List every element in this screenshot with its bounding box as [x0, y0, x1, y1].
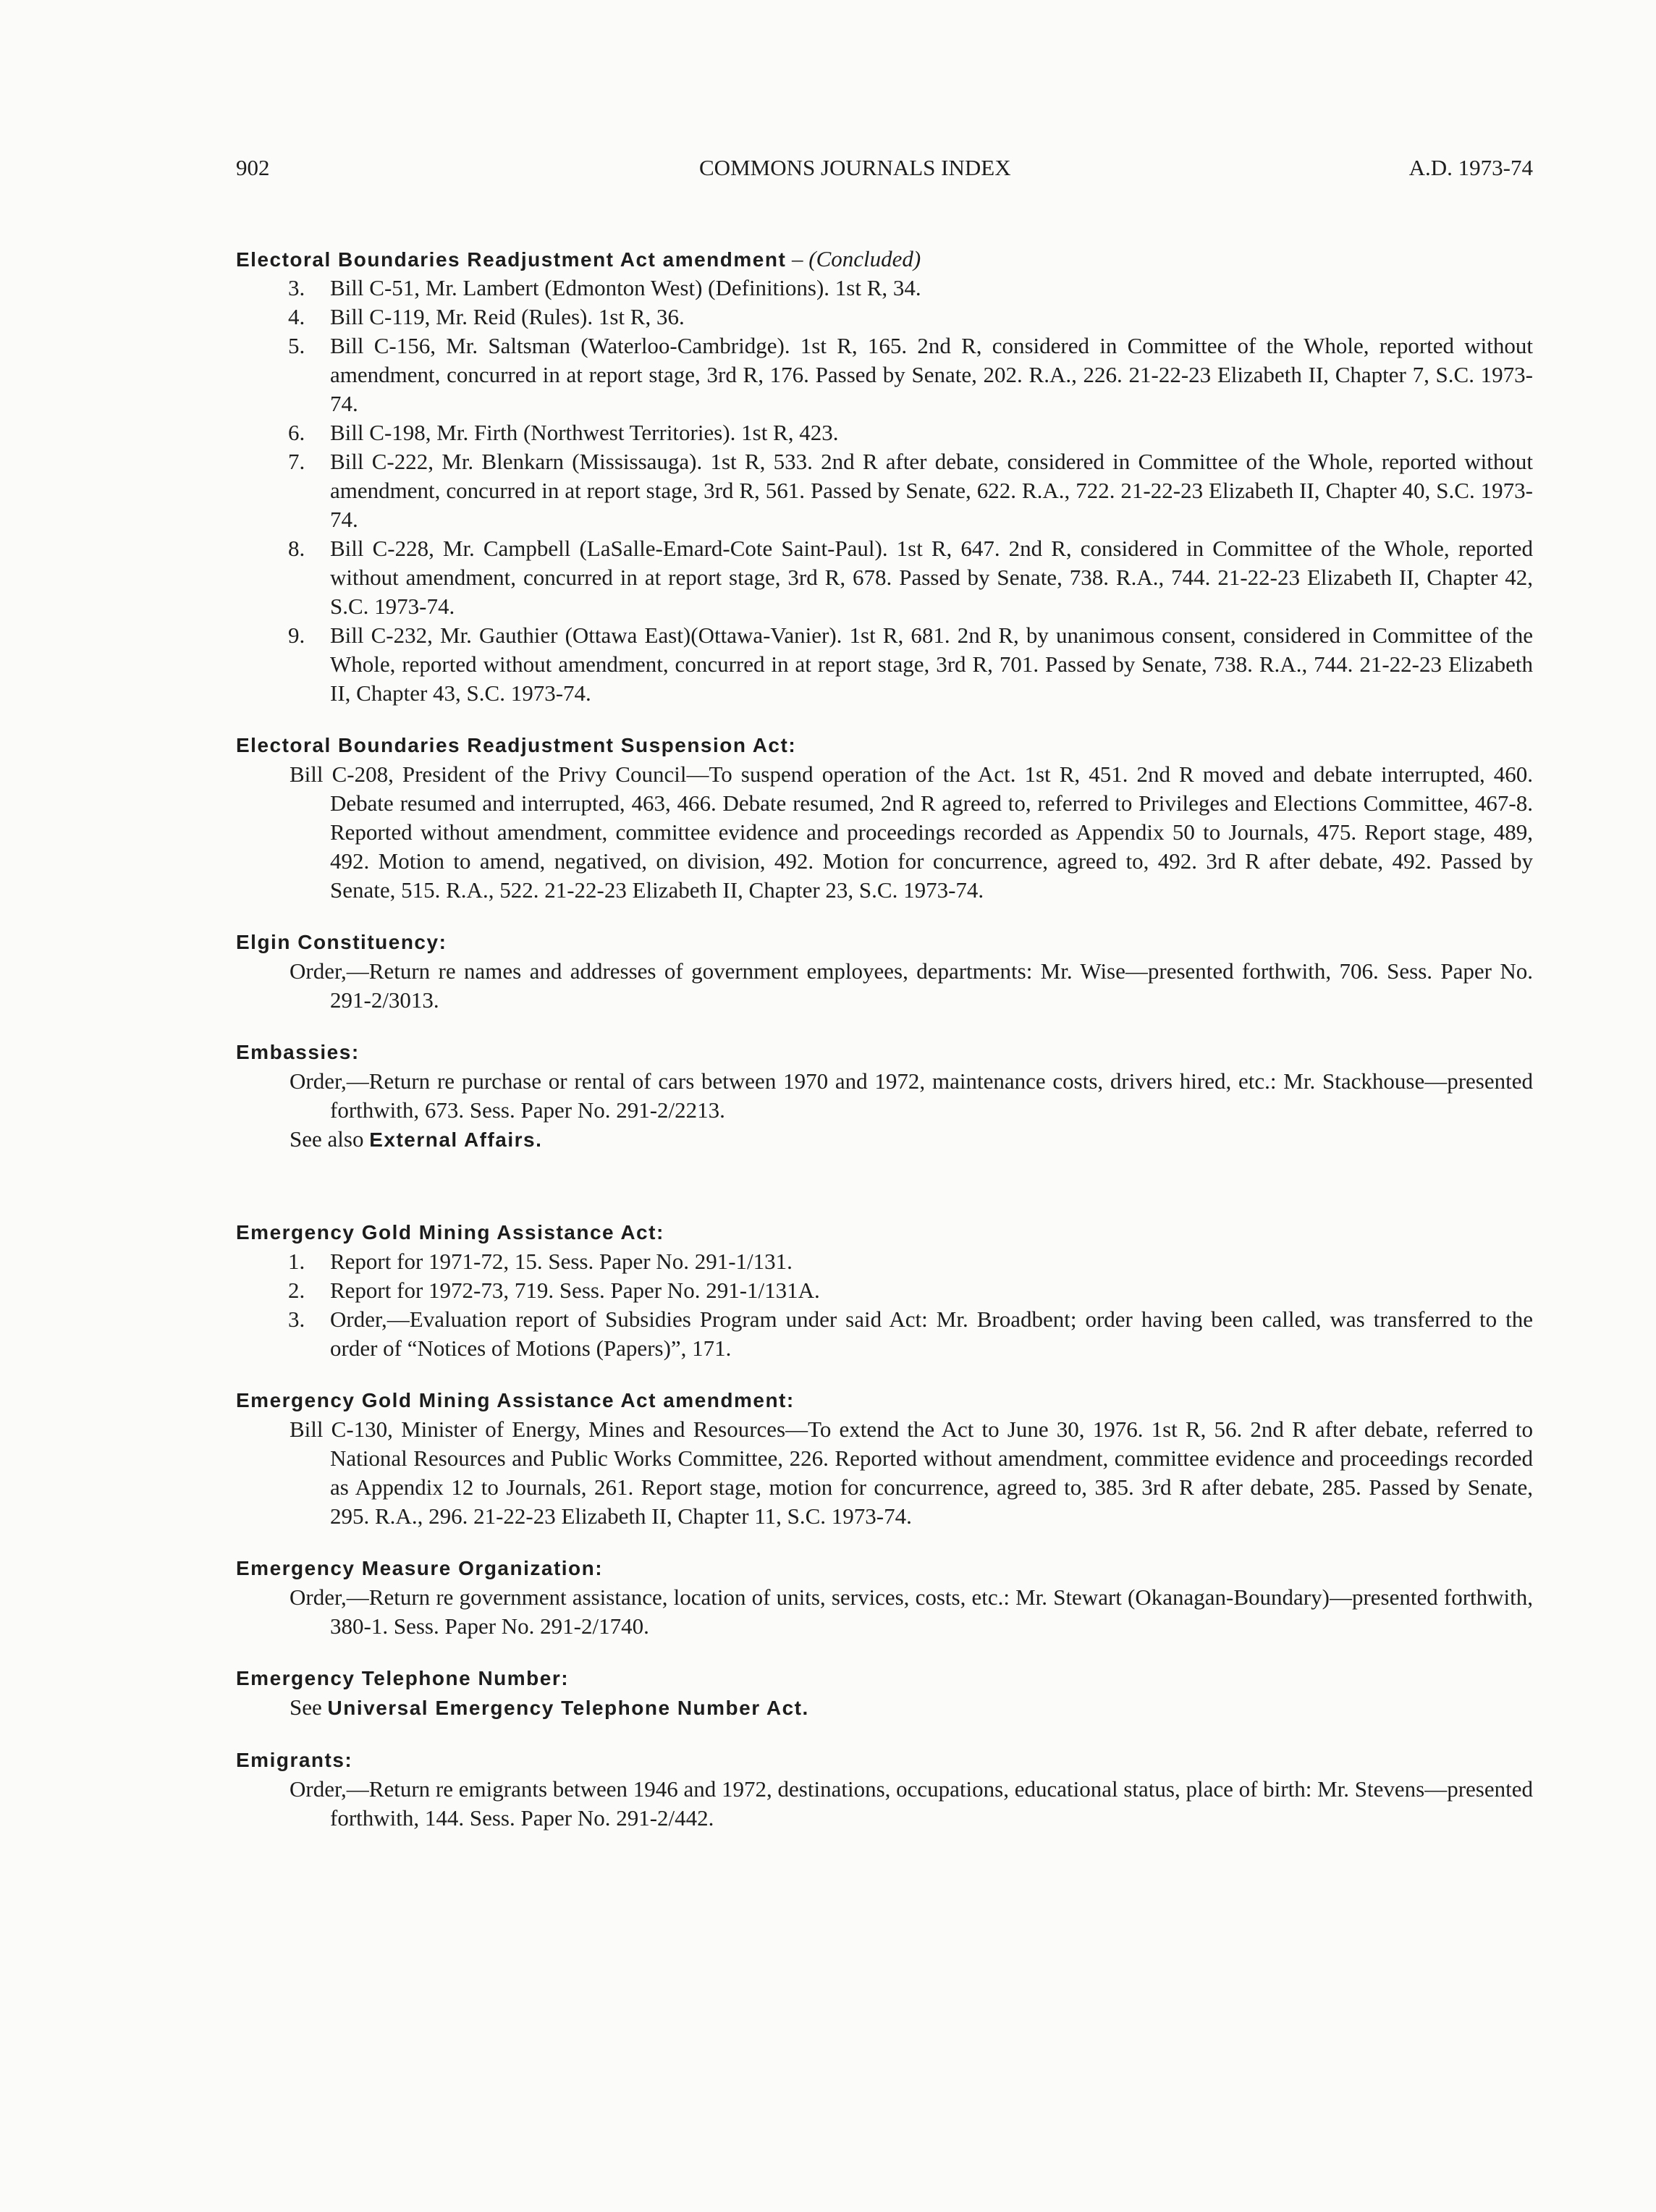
index-entry: [236, 245, 1533, 708]
see-prefix: See also: [290, 1126, 370, 1152]
item-number: 9.: [288, 622, 305, 648]
numbered-item: [236, 303, 1533, 332]
item-text: Bill C-51, Mr. Lambert (Edmonton West) (Definitions). 1st R, 34.: [330, 275, 921, 300]
index-entry: [236, 928, 1533, 1015]
continuation-note: – (Concluded): [786, 246, 921, 271]
see-prefix: See: [290, 1694, 328, 1720]
section-spacer: [236, 1178, 1533, 1218]
entry-text: Order,—Return re purchase or rental of cars between 1970 and 1972, maintenance costs, drivers hired, etc.: Mr. Stackhouse—presented forthwith, 673. Sess. Paper No. 291-2/2213.: [290, 1068, 1533, 1123]
numbered-item: [236, 332, 1533, 418]
see-reference: Universal Emergency Telephone Number Act.: [327, 1697, 809, 1719]
item-number: 4.: [288, 304, 305, 329]
entry-heading: Emergency Measure Organization:: [236, 1557, 604, 1579]
index-entry: [236, 1386, 1533, 1531]
item-text: Order,—Evaluation report of Subsidies Program under said Act: Mr. Broadbent; order having been called, was transferred to the order of “Notices of Motions (Papers)”, 171.: [330, 1306, 1533, 1361]
item-number: 1.: [288, 1249, 305, 1274]
cross-reference: [236, 1693, 1533, 1723]
numbered-item: [236, 1305, 1533, 1363]
item-text: Bill C-228, Mr. Campbell (LaSalle-Emard-Cote Saint-Paul). 1st R, 647. 2nd R, considered in Committee of the Whole, reported without amendment, concurred in at report stage, 3rd R, 678. Passed by Senate, 738. R.A., 744. 21-22-23 Elizabeth II, Chapter 42, S.C. 1973-74.: [330, 536, 1533, 619]
entry-heading: Electoral Boundaries Readjustment Suspension Act:: [236, 734, 797, 756]
item-text: Bill C-232, Mr. Gauthier (Ottawa East)(Ottawa-Vanier). 1st R, 681. 2nd R, by unanimous consent, considered in Committee of the Whole, reported without amendment, concurred in at report stage, 3rd R, 701. Passed by Senate, 738. R.A., 744. 21-22-23 Elizabeth II, Chapter 43, S.C. 1973-74.: [330, 622, 1533, 706]
index-entry: [236, 1746, 1533, 1833]
entry-text: Bill C-130, Minister of Energy, Mines and Resources—To extend the Act to June 30, 1976. 1st R, 56. 2nd R after debate, referred to National Resources and Public Works Committee, 226. Reported without amendment, committee evidence and proceedings recorded as Appendix 12 to Journals, 261. Report stage, motion for concurrence, agreed to, 385. 3rd R after debate, 285. Passed by Senate, 295. R.A., 296. 21-22-23 Elizabeth II, Chapter 11, S.C. 1973-74.: [290, 1417, 1533, 1529]
item-text: Bill C-222, Mr. Blenkarn (Mississauga). 1st R, 533. 2nd R after debate, considered in Committee of the Whole, reported without amendment, concurred in at report stage, 3rd R, 561. Passed by Senate, 622. R.A., 722. 21-22-23 Elizabeth II, Chapter 40, S.C. 1973-74.: [330, 449, 1533, 532]
page-number: 902: [236, 155, 270, 180]
numbered-item: [236, 534, 1533, 621]
item-number: 2.: [288, 1278, 305, 1303]
entry-heading: Emergency Gold Mining Assistance Act amendment:: [236, 1389, 795, 1411]
item-text: Report for 1972-73, 719. Sess. Paper No. 291-1/131A.: [330, 1278, 820, 1303]
index-entry: [236, 1218, 1533, 1363]
item-number: 6.: [288, 420, 305, 445]
entry-heading: [236, 245, 1533, 274]
numbered-item: [236, 418, 1533, 447]
page-header: [236, 155, 1533, 193]
running-date: A.D. 1973-74: [1408, 155, 1533, 180]
item-number: 3.: [288, 1306, 305, 1332]
numbered-item: [236, 621, 1533, 708]
entry-heading-text: Electoral Boundaries Readjustment Act amendment: [236, 248, 787, 271]
entry-text: Bill C-208, President of the Privy Council—To suspend operation of the Act. 1st R, 451. 2nd R moved and debate interrupted, 460. Debate resumed and interrupted, 463, 466. Debate resumed, 2nd R agreed to, referred to Privileges and Elections Committee, 467-8. Reported without amendment, committee evidence and proceedings recorded as Appendix 50 to Journals, 475. Report stage, 489, 492. Motion to amend, negatived, on division, 492. Motion for concurrence, agreed to, 492. 3rd R after debate, 492. Passed by Senate, 515. R.A., 522. 21-22-23 Elizabeth II, Chapter 23, S.C. 1973-74.: [290, 761, 1533, 903]
running-title: COMMONS JOURNALS INDEX: [699, 155, 1011, 180]
entry-heading: Emergency Gold Mining Assistance Act:: [236, 1221, 664, 1244]
entry-text: Order,—Return re government assistance, location of units, services, costs, etc.: Mr. Stewart (Okanagan-Boundary)—presented forthwith, 380-1. Sess. Paper No. 291-2/1740.: [290, 1584, 1533, 1639]
item-text: Bill C-198, Mr. Firth (Northwest Territories). 1st R, 423.: [330, 420, 839, 445]
entry-heading: Emergency Telephone Number:: [236, 1667, 570, 1689]
index-entry: [236, 1664, 1533, 1723]
item-number: 8.: [288, 536, 305, 561]
entry-heading: Embassies:: [236, 1041, 360, 1063]
numbered-item: [236, 447, 1533, 534]
index-entry: [236, 731, 1533, 905]
entry-text: Order,—Return re names and addresses of government employees, departments: Mr. Wise—presented forthwith, 706. Sess. Paper No. 291-2/3013.: [290, 958, 1533, 1013]
index-content: [236, 245, 1533, 1856]
see-reference: External Affairs.: [369, 1128, 543, 1151]
item-text: Bill C-119, Mr. Reid (Rules). 1st R, 36.: [330, 304, 685, 329]
entry-text: Order,—Return re emigrants between 1946 and 1972, destinations, occupations, educational status, place of birth: Mr. Stevens—presented forthwith, 144. Sess. Paper No. 291-2/442.: [290, 1776, 1533, 1831]
numbered-item: [236, 274, 1533, 303]
numbered-item: [236, 1247, 1533, 1276]
item-text: Bill C-156, Mr. Saltsman (Waterloo-Cambridge). 1st R, 165. 2nd R, considered in Committee of the Whole, reported without amendment, concurred in at report stage, 3rd R, 176. Passed by Senate, 202. R.A., 226. 21-22-23 Elizabeth II, Chapter 7, S.C. 1973-74.: [330, 333, 1533, 416]
item-text: Report for 1971-72, 15. Sess. Paper No. 291-1/131.: [330, 1249, 793, 1274]
index-entry: [236, 1038, 1533, 1154]
item-number: 3.: [288, 275, 305, 300]
entry-heading: Elgin Constituency:: [236, 931, 447, 953]
index-entry: [236, 1554, 1533, 1641]
item-number: 7.: [288, 449, 305, 474]
cross-reference: [236, 1125, 1533, 1154]
numbered-item: [236, 1276, 1533, 1305]
entry-heading: Emigrants:: [236, 1749, 353, 1771]
item-number: 5.: [288, 333, 305, 358]
